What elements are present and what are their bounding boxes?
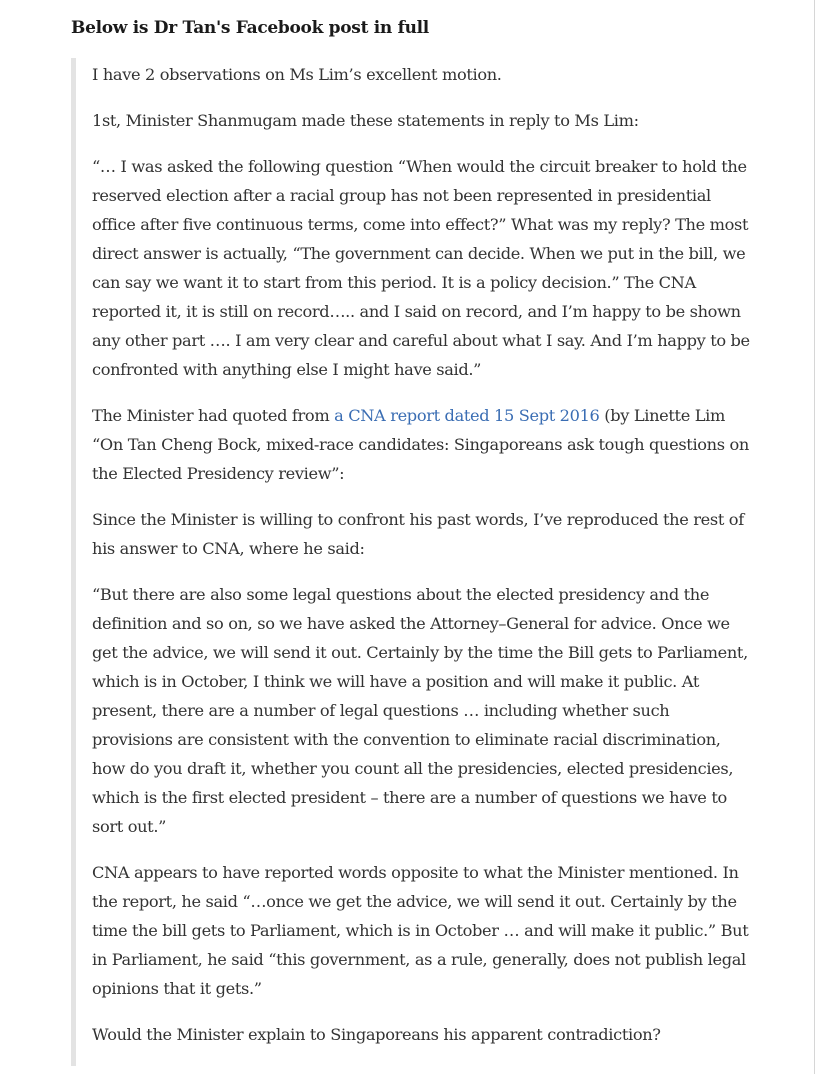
facebook-post-quote [71,58,751,1066]
paragraph-closing-question: Would the Minister explain to Singaporeans his apparent contradiction? [92,1025,661,1044]
paragraph-first-point: 1st, Minister Shanmugam made these statements in reply to Ms Lim: [92,111,639,130]
paragraph-confront-words: Since the Minister is willing to confront his past words, I’ve reproduced the rest of his answer to CNA, where he said: [92,510,744,558]
cna-reference-lead: The Minister had quoted from [92,406,335,425]
paragraph-observations: I have 2 observations on Ms Lim’s excellent motion. [92,65,502,84]
paragraph-minister-quote: “… I was asked the following question “When would the circuit breaker to hold the reserved election after a racial group has not been represented in presidential office after five continuous terms, come into effect?” What was my reply? The most direct answer is actually, “The government can decide. When we put in the bill, we can say we want it to start from this period. It is a policy decision.” The CNA reported it, it is still on record….. and I said on record, and I’m happy to be shown any other part …. I am very clear and careful about what I say. And I’m happy to be confronted with anything else I might have said.” [92,157,750,379]
cna-reference-tail: (by Linette Lim “On Tan Cheng Bock, mixed-race candidates: Singaporeans ask tough questions on the Elected Presidency review”: [92,406,749,483]
paragraph-contradiction: CNA appears to have reported words opposite to what the Minister mentioned. In the report, he said “…once we get the advice, we will send it out. Certainly by the time the bill gets to Parliament, which is in October … and will make it public.” But in Parliament, he said “this government, as a rule, generally, does not publish legal opinions that it gets.” [92,863,749,998]
cna-report-link[interactable]: a CNA report dated 15 Sept 2016 [334,406,600,425]
section-heading: Below is Dr Tan's Facebook post in full [71,18,429,38]
page-edge-divider [814,0,815,1074]
paragraph-cna-answer-quote: “But there are also some legal questions about the elected presidency and the definition and so on, so we have asked the Attorney–General for advice. Once we get the advice, we will send it out. Certainly by the time the Bill gets to Parliament, which is in October, I think we will have a position and will make it public. At present, there are a number of legal questions … including whether such provisions are consistent with the convention to eliminate racial discrimination, how do you draft it, whether you count all the presidencies, elected presidencies, which is the first elected president – there are a number of questions we have to sort out.” [92,585,748,836]
paragraph-cna-reference [92,401,751,488]
